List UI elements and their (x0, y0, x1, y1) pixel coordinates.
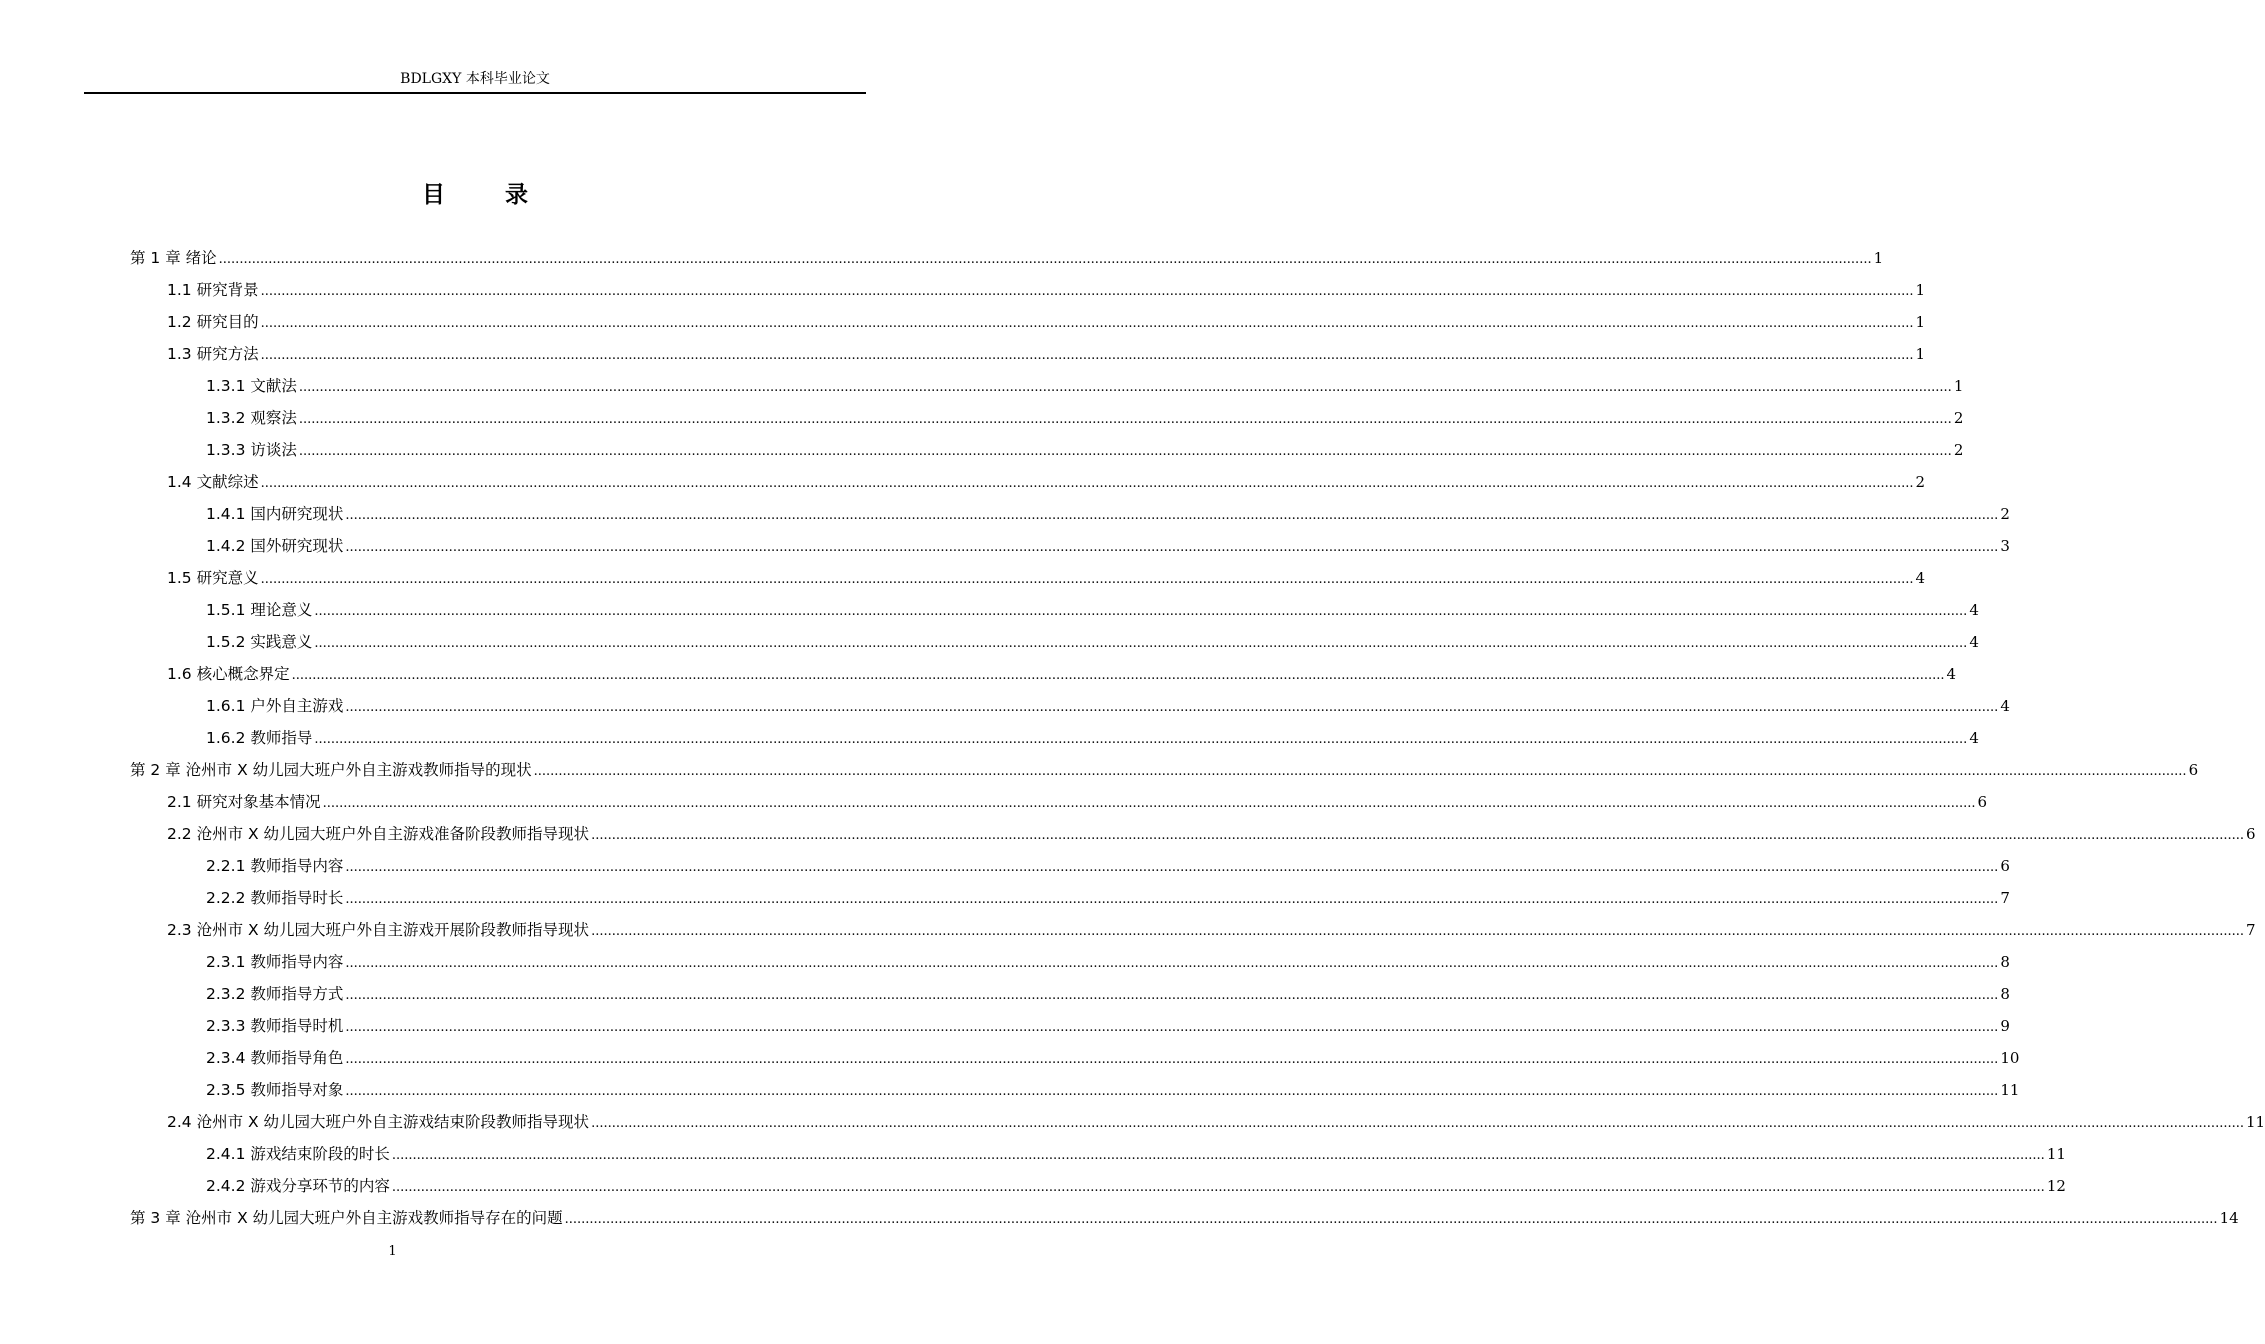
toc-entry[interactable] (130, 242, 1884, 274)
toc-entry-page: 2 (1953, 409, 1964, 427)
toc-entry-page: 6 (2000, 857, 2010, 875)
toc-entry-page: 7 (2000, 889, 2010, 907)
toc-entry[interactable] (130, 786, 1988, 818)
toc-entry-label: 1.5.2 实践意义 (206, 633, 313, 651)
dot-leader: ................................................................................................................................................................................................................................................................................................................................................................................................................ (345, 892, 1999, 907)
toc-entry-label: 2.2.1 教师指导内容 (206, 857, 344, 875)
toc-entry-page: 2 (1953, 441, 1964, 459)
toc-entry[interactable] (130, 306, 1926, 338)
toc-entry[interactable] (130, 850, 2010, 882)
toc-entry-page: 8 (2000, 953, 2010, 971)
dot-leader: ................................................................................................................................................................................................................................................................................................................................................................................................................ (322, 796, 1976, 811)
page-header (84, 70, 866, 94)
toc-entry[interactable] (130, 722, 1979, 754)
toc-entry-label: 1.4.1 国内研究现状 (206, 505, 344, 523)
toc-entry-label: 1.4.2 国外研究现状 (206, 537, 344, 555)
toc-entry-label: 1.1 研究背景 (167, 281, 259, 299)
toc-entry[interactable] (130, 818, 2256, 850)
toc-entry-page: 6 (2188, 761, 2199, 779)
toc-entry-label: 2.2.2 教师指导时长 (206, 889, 344, 907)
toc-entry-label: 2.3.2 教师指导方式 (206, 985, 344, 1003)
toc-entry[interactable] (130, 530, 2010, 562)
toc-entry-page: 1 (1915, 281, 1926, 299)
toc-entry-label: 2.4.1 游戏结束阶段的时长 (206, 1145, 390, 1163)
toc-entry-page: 8 (2000, 985, 2010, 1003)
dot-leader: ................................................................................................................................................................................................................................................................................................................................................................................................................ (564, 1212, 2218, 1227)
toc-title: 目 录 (421, 182, 554, 208)
toc-entry-page: 10 (2000, 1049, 2020, 1067)
header-title: BDLGXY 本科毕业论文 (400, 71, 550, 87)
toc-entry-page: 4 (1969, 633, 1979, 651)
dot-leader: ................................................................................................................................................................................................................................................................................................................................................................................................................ (260, 348, 1914, 363)
toc-entry-page: 11 (2000, 1081, 2020, 1099)
dot-leader: ................................................................................................................................................................................................................................................................................................................................................................................................................ (345, 508, 1999, 523)
dot-leader: ................................................................................................................................................................................................................................................................................................................................................................................................................ (298, 444, 1952, 459)
toc-entry[interactable] (130, 1170, 2066, 1202)
toc-entry-label: 第 3 章 沧州市 X 幼儿园大班户外自主游戏教师指导存在的问题 (130, 1209, 563, 1227)
toc-entry-label: 2.3.1 教师指导内容 (206, 953, 344, 971)
toc-entry[interactable] (130, 1010, 2010, 1042)
toc-entry-label: 1.4 文献综述 (167, 473, 259, 491)
toc-entry[interactable] (130, 434, 1964, 466)
toc-entry[interactable] (130, 1042, 2020, 1074)
toc-entry[interactable] (130, 370, 1964, 402)
dot-leader: ................................................................................................................................................................................................................................................................................................................................................................................................................ (314, 732, 1968, 747)
toc-entry-page: 1 (1915, 345, 1926, 363)
dot-leader: ................................................................................................................................................................................................................................................................................................................................................................................................................ (260, 476, 1914, 491)
toc-entry-page: 1 (1873, 249, 1884, 267)
toc-entry[interactable] (130, 626, 1979, 658)
toc-entry-label: 1.5 研究意义 (167, 569, 259, 587)
dot-leader: ................................................................................................................................................................................................................................................................................................................................................................................................................ (345, 860, 1999, 875)
toc-entry-label: 2.3.5 教师指导对象 (206, 1081, 344, 1099)
toc-entry-label: 1.3.3 访谈法 (206, 441, 297, 459)
toc-entry-label: 2.4 沧州市 X 幼儿园大班户外自主游戏结束阶段教师指导现状 (167, 1113, 590, 1131)
toc-entry-label: 1.3.2 观察法 (206, 409, 297, 427)
page-number: 1 (388, 1244, 397, 1259)
dot-leader: ................................................................................................................................................................................................................................................................................................................................................................................................................ (218, 252, 1872, 267)
toc-entry[interactable] (130, 1138, 2066, 1170)
toc-entry-page: 3 (2000, 537, 2010, 555)
dot-leader: ................................................................................................................................................................................................................................................................................................................................................................................................................ (298, 412, 1952, 427)
toc-entry-label: 第 1 章 绪论 (130, 249, 217, 267)
dot-leader: ................................................................................................................................................................................................................................................................................................................................................................................................................ (260, 316, 1914, 331)
dot-leader: ................................................................................................................................................................................................................................................................................................................................................................................................................ (260, 284, 1914, 299)
toc-entry-label: 2.2 沧州市 X 幼儿园大班户外自主游戏准备阶段教师指导现状 (167, 825, 590, 843)
dot-leader: ................................................................................................................................................................................................................................................................................................................................................................................................................ (260, 572, 1914, 587)
dot-leader: ................................................................................................................................................................................................................................................................................................................................................................................................................ (345, 1052, 1999, 1067)
toc-entry-label: 第 2 章 沧州市 X 幼儿园大班户外自主游戏教师指导的现状 (130, 761, 532, 779)
toc-entry-label: 2.3 沧州市 X 幼儿园大班户外自主游戏开展阶段教师指导现状 (167, 921, 590, 939)
toc-entry-label: 1.3 研究方法 (167, 345, 259, 363)
dot-leader: ................................................................................................................................................................................................................................................................................................................................................................................................................ (291, 668, 1945, 683)
toc-entry[interactable] (130, 466, 1926, 498)
toc-entry[interactable] (130, 914, 2256, 946)
dot-leader: ................................................................................................................................................................................................................................................................................................................................................................................................................ (345, 956, 1999, 971)
toc-entry[interactable] (130, 754, 2199, 786)
dot-leader: ................................................................................................................................................................................................................................................................................................................................................................................................................ (298, 380, 1952, 395)
dot-leader: ................................................................................................................................................................................................................................................................................................................................................................................................................ (345, 988, 1999, 1003)
dot-leader: ................................................................................................................................................................................................................................................................................................................................................................................................................ (591, 1116, 2244, 1131)
toc-entry-page: 9 (2000, 1017, 2010, 1035)
toc-entry[interactable] (130, 658, 1957, 690)
toc-entry[interactable] (130, 274, 1926, 306)
toc-entry[interactable] (130, 978, 2010, 1010)
toc-entry-page: 2 (1915, 473, 1926, 491)
toc-entry[interactable] (130, 882, 2010, 914)
toc-entry-page: 4 (2000, 697, 2010, 715)
toc-entry[interactable] (130, 338, 1926, 370)
toc-entry[interactable] (130, 498, 2010, 530)
dot-leader: ................................................................................................................................................................................................................................................................................................................................................................................................................ (314, 604, 1968, 619)
toc-entry[interactable] (130, 562, 1926, 594)
toc-entry-page: 11 (2046, 1145, 2066, 1163)
dot-leader: ................................................................................................................................................................................................................................................................................................................................................................................................................ (591, 924, 2244, 939)
dot-leader: ................................................................................................................................................................................................................................................................................................................................................................................................................ (345, 700, 1999, 715)
toc-entry[interactable] (130, 1074, 2020, 1106)
dot-leader: ................................................................................................................................................................................................................................................................................................................................................................................................................ (391, 1148, 2045, 1163)
toc-entry-label: 1.2 研究目的 (167, 313, 259, 331)
toc-entry-label: 2.4.2 游戏分享环节的内容 (206, 1177, 390, 1195)
toc-entry-label: 1.6 核心概念界定 (167, 665, 290, 683)
toc-entry-label: 1.3.1 文献法 (206, 377, 297, 395)
toc-entry-page: 4 (1915, 569, 1926, 587)
toc-entry-page: 1 (1915, 313, 1926, 331)
dot-leader: ................................................................................................................................................................................................................................................................................................................................................................................................................ (345, 540, 1999, 555)
toc-entry-page: 4 (1969, 729, 1979, 747)
toc-entry-page: 14 (2219, 1209, 2239, 1227)
toc-entry-label: 1.5.1 理论意义 (206, 601, 313, 619)
toc-entry-page: 6 (2246, 825, 2256, 843)
toc-entry-page: 12 (2046, 1177, 2066, 1195)
toc-entry-page: 4 (1969, 601, 1979, 619)
toc-entry-label: 1.6.1 户外自主游戏 (206, 697, 344, 715)
toc-entry[interactable] (130, 1106, 2265, 1138)
toc-entry[interactable] (130, 946, 2010, 978)
dot-leader: ................................................................................................................................................................................................................................................................................................................................................................................................................ (533, 764, 2187, 779)
dot-leader: ................................................................................................................................................................................................................................................................................................................................................................................................................ (345, 1084, 1999, 1099)
dot-leader: ................................................................................................................................................................................................................................................................................................................................................................................................................ (591, 828, 2244, 843)
dot-leader: ................................................................................................................................................................................................................................................................................................................................................................................................................ (314, 636, 1968, 651)
toc-entry-label: 1.6.2 教师指导 (206, 729, 313, 747)
toc-entry[interactable] (130, 1202, 2239, 1234)
toc-entry[interactable] (130, 402, 1964, 434)
dot-leader: ................................................................................................................................................................................................................................................................................................................................................................................................................ (391, 1180, 2045, 1195)
toc-entry-page: 4 (1946, 665, 1957, 683)
toc-entry-page: 11 (2246, 1113, 2265, 1131)
toc-entry-label: 2.3.3 教师指导时机 (206, 1017, 344, 1035)
toc-entry[interactable] (130, 594, 1979, 626)
toc-entry[interactable] (130, 690, 2010, 722)
toc-entry-page: 6 (1977, 793, 1988, 811)
toc-entry-label: 2.3.4 教师指导角色 (206, 1049, 344, 1067)
toc-entry-page: 2 (2000, 505, 2010, 523)
table-of-contents (130, 242, 2265, 1234)
toc-entry-page: 7 (2246, 921, 2256, 939)
toc-entry-label: 2.1 研究对象基本情况 (167, 793, 321, 811)
dot-leader: ................................................................................................................................................................................................................................................................................................................................................................................................................ (345, 1020, 1999, 1035)
toc-entry-page: 1 (1953, 377, 1964, 395)
